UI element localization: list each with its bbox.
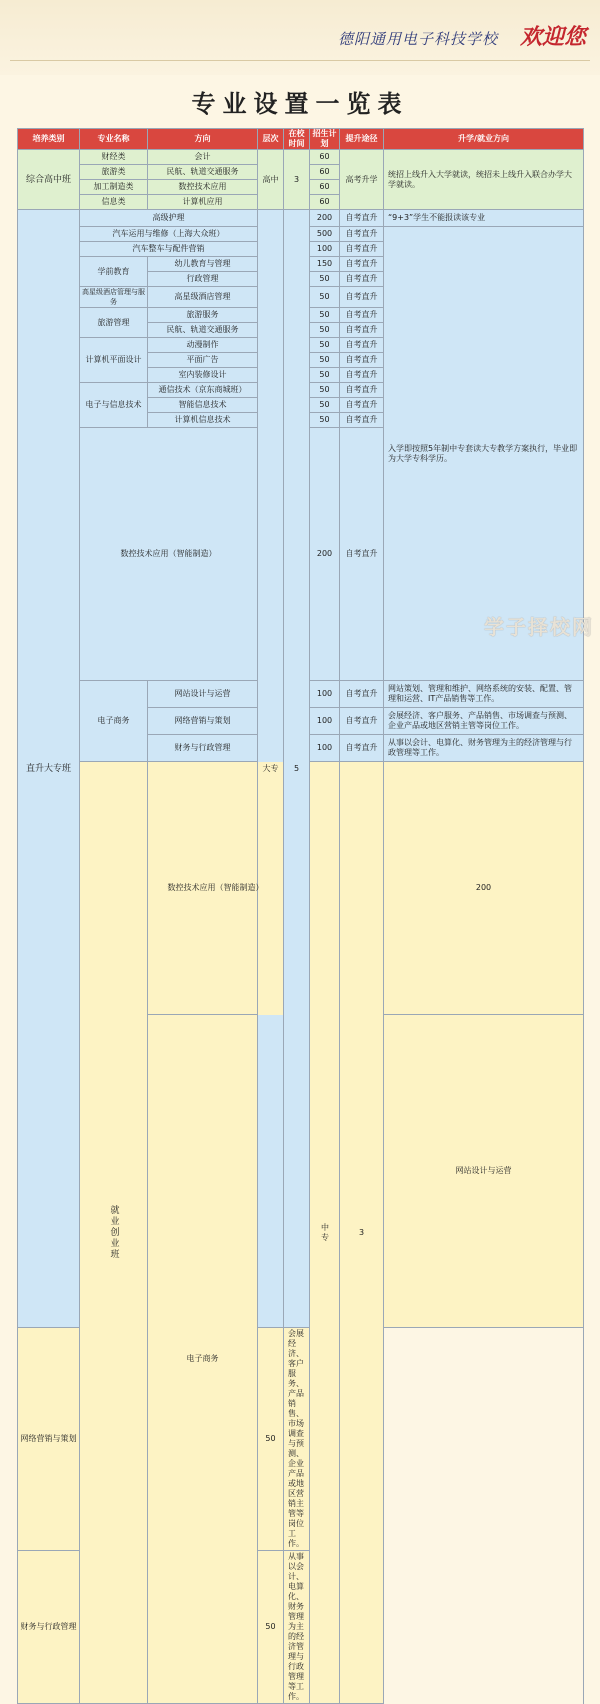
category-cell: 直升大专班 (18, 210, 80, 1328)
major-cell: 汽车运用与维修（上海大众班） (80, 227, 258, 242)
direction-cell: 计算机应用 (148, 195, 258, 210)
path-cell: 自考直升 (340, 242, 384, 257)
level-cell: 大专 (258, 210, 284, 1328)
major-cell: 高级护理 (80, 210, 258, 227)
direction-cell: 会计 (148, 150, 258, 165)
level-label: 中专 (320, 1222, 330, 1243)
desc-cell: “9+3”学生不能报读该专业 (384, 210, 584, 227)
major-cell: 旅游管理 (80, 308, 148, 338)
plan-cell: 50 (310, 287, 340, 308)
major-cell: 财经类 (80, 150, 148, 165)
major-cell: 计算机平面设计 (80, 338, 148, 383)
level-cell: 高中 (258, 150, 284, 210)
direction-cell: 网络营销与策划 (18, 1328, 80, 1551)
desc-cell: 入学即按照5年制中专套读大专教学方案执行，毕业即为大学专科学历。 (384, 227, 584, 681)
plan-cell: 100 (310, 242, 340, 257)
plan-cell: 60 (310, 165, 340, 180)
column-header: 招生计划 (310, 129, 340, 150)
path-cell: 高考升学 (340, 150, 384, 210)
direction-cell: 旅游服务 (148, 308, 258, 323)
path-cell: 自考直升 (340, 308, 384, 323)
major-cell: 电子商务 (148, 1015, 258, 1704)
level-cell (310, 762, 340, 1704)
path-cell: 自考直升 (340, 323, 384, 338)
path-cell: 自考直升 (340, 353, 384, 368)
plan-cell: 100 (310, 735, 340, 762)
desc-cell: 会展经济、客户服务、产品销售、市场调查与预测、企业产品或地区营销主管等岗位工作。 (384, 708, 584, 735)
path-cell: 自考直升 (340, 272, 384, 287)
path-cell: 自考直升 (340, 735, 384, 762)
major-cell: 数控技术应用（智能制造） (148, 762, 284, 1015)
major-cell: 汽车整车与配件营销 (80, 242, 258, 257)
direction-cell: 民航、轨道交通服务 (148, 165, 258, 180)
category-cell (80, 762, 148, 1704)
years-cell: 3 (284, 150, 310, 210)
path-cell: 自考直升 (340, 383, 384, 398)
direction-cell: 平面广告 (148, 353, 258, 368)
path-cell: 自考直升 (340, 681, 384, 708)
plan-cell: 50 (310, 413, 340, 428)
table-header-row (18, 129, 584, 150)
major-cell: 数控技术应用（智能制造） (80, 428, 258, 681)
watermark-logo: 学子择校网 (484, 615, 594, 639)
major-cell: 电子商务 (80, 681, 148, 762)
desc-cell: 会展经济、客户服务、产品销售、市场调查与预测、企业产品或地区营销主管等岗位工作。 (284, 1328, 310, 1551)
column-header: 在校时间 (284, 129, 310, 150)
years-cell: 3 (340, 762, 384, 1704)
plan-cell: 50 (310, 398, 340, 413)
plan-cell: 50 (310, 368, 340, 383)
column-header: 层次 (258, 129, 284, 150)
plan-cell: 150 (310, 257, 340, 272)
plan-cell: 50 (310, 338, 340, 353)
plan-cell: 200 (310, 428, 340, 681)
plan-cell: 100 (310, 708, 340, 735)
direction-cell: 计算机信息技术 (148, 413, 258, 428)
welcome-text: 欢迎您 (519, 24, 586, 50)
plan-cell: 50 (258, 1328, 284, 1551)
plan-cell: 200 (384, 762, 584, 1015)
direction-cell: 通信技术（京东商城班） (148, 383, 258, 398)
desc-cell: 网站策划、管理和维护、网络系统的安装、配置、管理和运营、IT产品销售等工作。 (384, 681, 584, 708)
column-header: 升学/就业方向 (384, 129, 584, 150)
category-cell: 综合高中班 (18, 150, 80, 210)
direction-cell: 财务与行政管理 (148, 735, 258, 762)
path-cell: 自考直升 (340, 368, 384, 383)
column-header: 方向 (148, 129, 258, 150)
plan-cell: 50 (310, 323, 340, 338)
major-cell: 高星级酒店管理与服务 (80, 287, 148, 308)
direction-cell: 财务与行政管理 (18, 1551, 80, 1704)
table-row (18, 210, 584, 227)
plan-cell: 60 (310, 195, 340, 210)
plan-cell: 50 (258, 1551, 284, 1704)
plan-cell: 50 (310, 353, 340, 368)
direction-cell: 网站设计与运营 (148, 681, 258, 708)
major-cell: 加工制造类 (80, 180, 148, 195)
direction-cell: 网站设计与运营 (384, 1015, 584, 1328)
plan-cell: 50 (310, 308, 340, 323)
column-header: 培养类别 (18, 129, 80, 150)
path-cell: 自考直升 (340, 338, 384, 353)
header-banner (0, 0, 600, 75)
direction-cell: 网络营销与策划 (148, 708, 258, 735)
plan-cell: 500 (310, 227, 340, 242)
plan-cell: 60 (310, 150, 340, 165)
path-cell: 自考直升 (340, 257, 384, 272)
desc-cell: 从事以会计、电算化、财务管理为主的经济管理与行政管理等工作。 (284, 1551, 310, 1704)
major-cell: 电子与信息技术 (80, 383, 148, 428)
major-cell: 信息类 (80, 195, 148, 210)
direction-cell: 动漫制作 (148, 338, 258, 353)
header-divider (10, 60, 590, 61)
major-table (17, 128, 584, 1704)
desc-cell: 统招上线升入大学就读，统招未上线升入联合办学大学就读。 (384, 150, 584, 210)
page-title: 专业设置一览表 (191, 90, 409, 118)
direction-cell: 幼儿教育与管理 (148, 257, 258, 272)
path-cell: 自考直升 (340, 413, 384, 428)
major-cell: 旅游类 (80, 165, 148, 180)
category-label: 就业创业班 (108, 1205, 119, 1260)
plan-cell: 50 (310, 383, 340, 398)
direction-cell: 高星级酒店管理 (148, 287, 258, 308)
path-cell: 自考直升 (340, 708, 384, 735)
plan-cell: 100 (310, 681, 340, 708)
plan-cell: 60 (310, 180, 340, 195)
desc-cell: 从事以会计、电算化、财务管理为主的经济管理与行政管理等工作。 (384, 735, 584, 762)
direction-cell: 行政管理 (148, 272, 258, 287)
path-cell: 自考直升 (340, 428, 384, 681)
direction-cell: 室内装修设计 (148, 368, 258, 383)
column-header: 提升途径 (340, 129, 384, 150)
major-cell: 学前教育 (80, 257, 148, 287)
plan-cell: 200 (310, 210, 340, 227)
years-cell: 5 (284, 210, 310, 1328)
direction-cell: 数控技术应用 (148, 180, 258, 195)
table-row (18, 150, 584, 165)
column-header: 专业名称 (80, 129, 148, 150)
path-cell: 自考直升 (340, 227, 384, 242)
direction-cell: 民航、轨道交通服务 (148, 323, 258, 338)
path-cell: 自考直升 (340, 210, 384, 227)
path-cell: 自考直升 (340, 398, 384, 413)
school-name: 德阳通用电子科技学校 (337, 30, 498, 48)
path-cell: 自考直升 (340, 287, 384, 308)
direction-cell: 智能信息技术 (148, 398, 258, 413)
plan-cell: 50 (310, 272, 340, 287)
